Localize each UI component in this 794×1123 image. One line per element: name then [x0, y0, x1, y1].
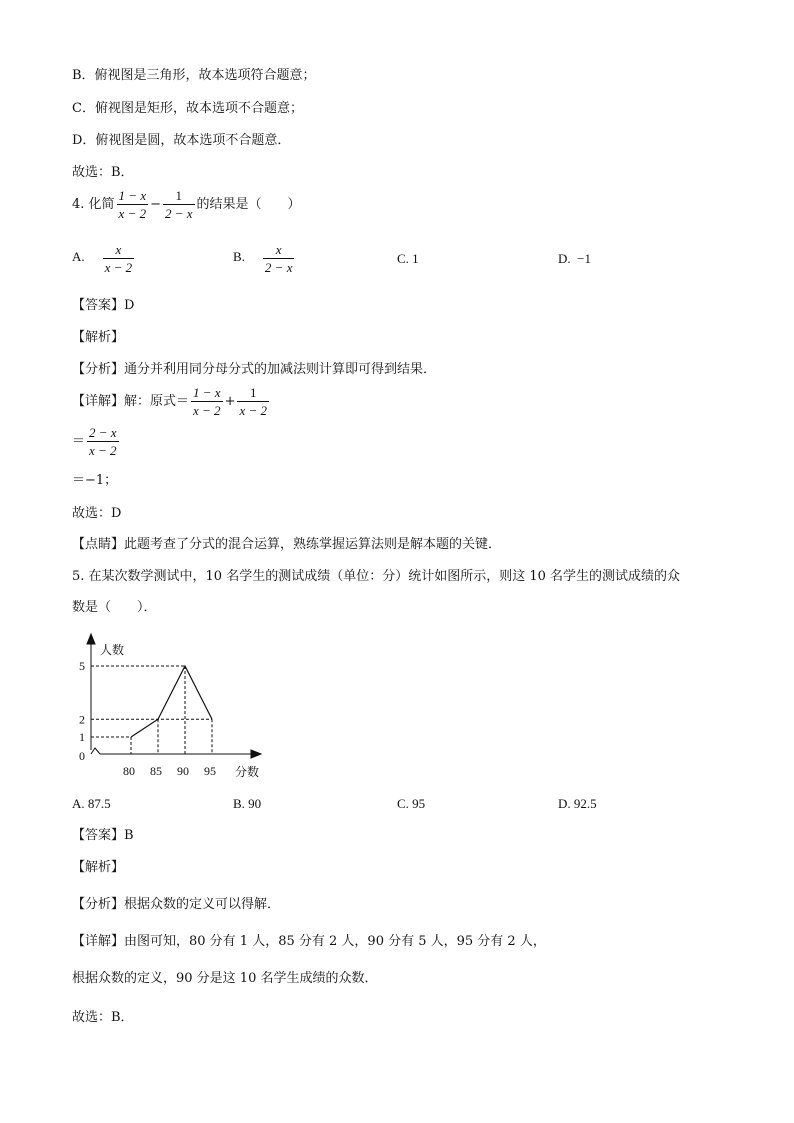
q5-choice: 故选：B．	[72, 1010, 134, 1025]
q4-fraction-1: $\frac{1 - x}{x - 2}$	[118, 188, 147, 221]
q4-option-c: C. 1	[397, 251, 419, 266]
q4-choice: 故选：D	[72, 506, 122, 521]
x-tick-95: 95	[204, 764, 216, 778]
q4-analysis: 【分析】通分并利用同分母分式的加减法则计算即可得到结果．	[72, 362, 437, 377]
x-tick-80: 80	[123, 764, 135, 778]
x-axis-label: 分数	[235, 765, 260, 779]
q4-option-b: B. $\frac{x}{2 - x}$	[233, 242, 293, 275]
q4-analysis-heading: 【解析】	[72, 330, 125, 345]
q4-comment: 【点睛】此题考查了分式的混合运算，熟练掌握运算法则是解本题的关键．	[72, 537, 502, 552]
q4-option-d: D. −1	[558, 251, 591, 266]
q5-detail-1: 【详解】由图可知，80 分有 1 人，85 分有 2 人，90 分有 5 人，95 分有 2 人，	[72, 934, 546, 949]
y-tick-1: 1	[79, 730, 85, 744]
x-tick-90: 90	[177, 764, 189, 778]
x-tick-85: 85	[150, 764, 162, 778]
q4-fraction-2: $\frac{1}{2 - x}$	[165, 188, 193, 221]
option-d-explanation: D．俯视图是圆，故本选项不合题意．	[72, 133, 291, 148]
q5-answer: 【答案】B	[72, 828, 134, 843]
q5-option-a: A. 87.5	[72, 796, 111, 811]
x-axis-arrow	[251, 750, 261, 758]
q4-stem: 4. 化简 $\frac{1 - x}{x - 2}$ − $\frac{1}{2 - x}$ 的结果是（ ）	[72, 188, 301, 221]
q5-option-c: C. 95	[397, 796, 426, 811]
score-line-chart	[60, 630, 290, 785]
option-b-explanation: B．俯视图是三角形，故本选项符合题意；	[72, 68, 316, 83]
q5-stem-line-2: 数是（ ）．	[72, 600, 157, 615]
q4-option-a: A. $\frac{x}{x - 2}$	[72, 242, 133, 275]
q5-analysis-heading: 【解析】	[72, 860, 125, 875]
x-axis-break	[91, 748, 100, 754]
y-tick-2: 2	[79, 712, 85, 727]
y-tick-5: 5	[79, 659, 85, 673]
y-axis-arrow	[87, 634, 95, 644]
q4-step-2: ＝ $\frac{2 - x}{x - 2}$	[72, 425, 117, 458]
q5-detail-2: 根据众数的定义，90 分是这 10 名学生成绩的众数．	[72, 971, 378, 986]
q5-analysis: 【分析】根据众数的定义可以得解．	[72, 897, 281, 912]
series-line	[131, 666, 212, 737]
q5-stem-line-1: 5. 在某次数学测试中，10 名学生的测试成绩（单位：分）统计如图所示，则这 10 名学生的测试成绩的众	[72, 569, 681, 584]
y-axis-label: 人数	[100, 643, 125, 657]
choice-line: 故选：B．	[72, 165, 134, 180]
q5-option-b: B. 90	[233, 796, 262, 811]
q4-answer: 【答案】D	[72, 298, 135, 313]
q5-option-d: D. 92.5	[558, 796, 597, 811]
y-tick-0: 0	[79, 749, 85, 763]
q4-step-3: ＝−1；	[72, 473, 118, 488]
q4-detail: 【详解】解：原式＝ $\frac{1 - x}{x - 2}$ + $\frac{1}{x - 2}$	[72, 385, 268, 418]
option-c-explanation: C．俯视图是矩形，故本选项不合题意；	[72, 101, 303, 116]
